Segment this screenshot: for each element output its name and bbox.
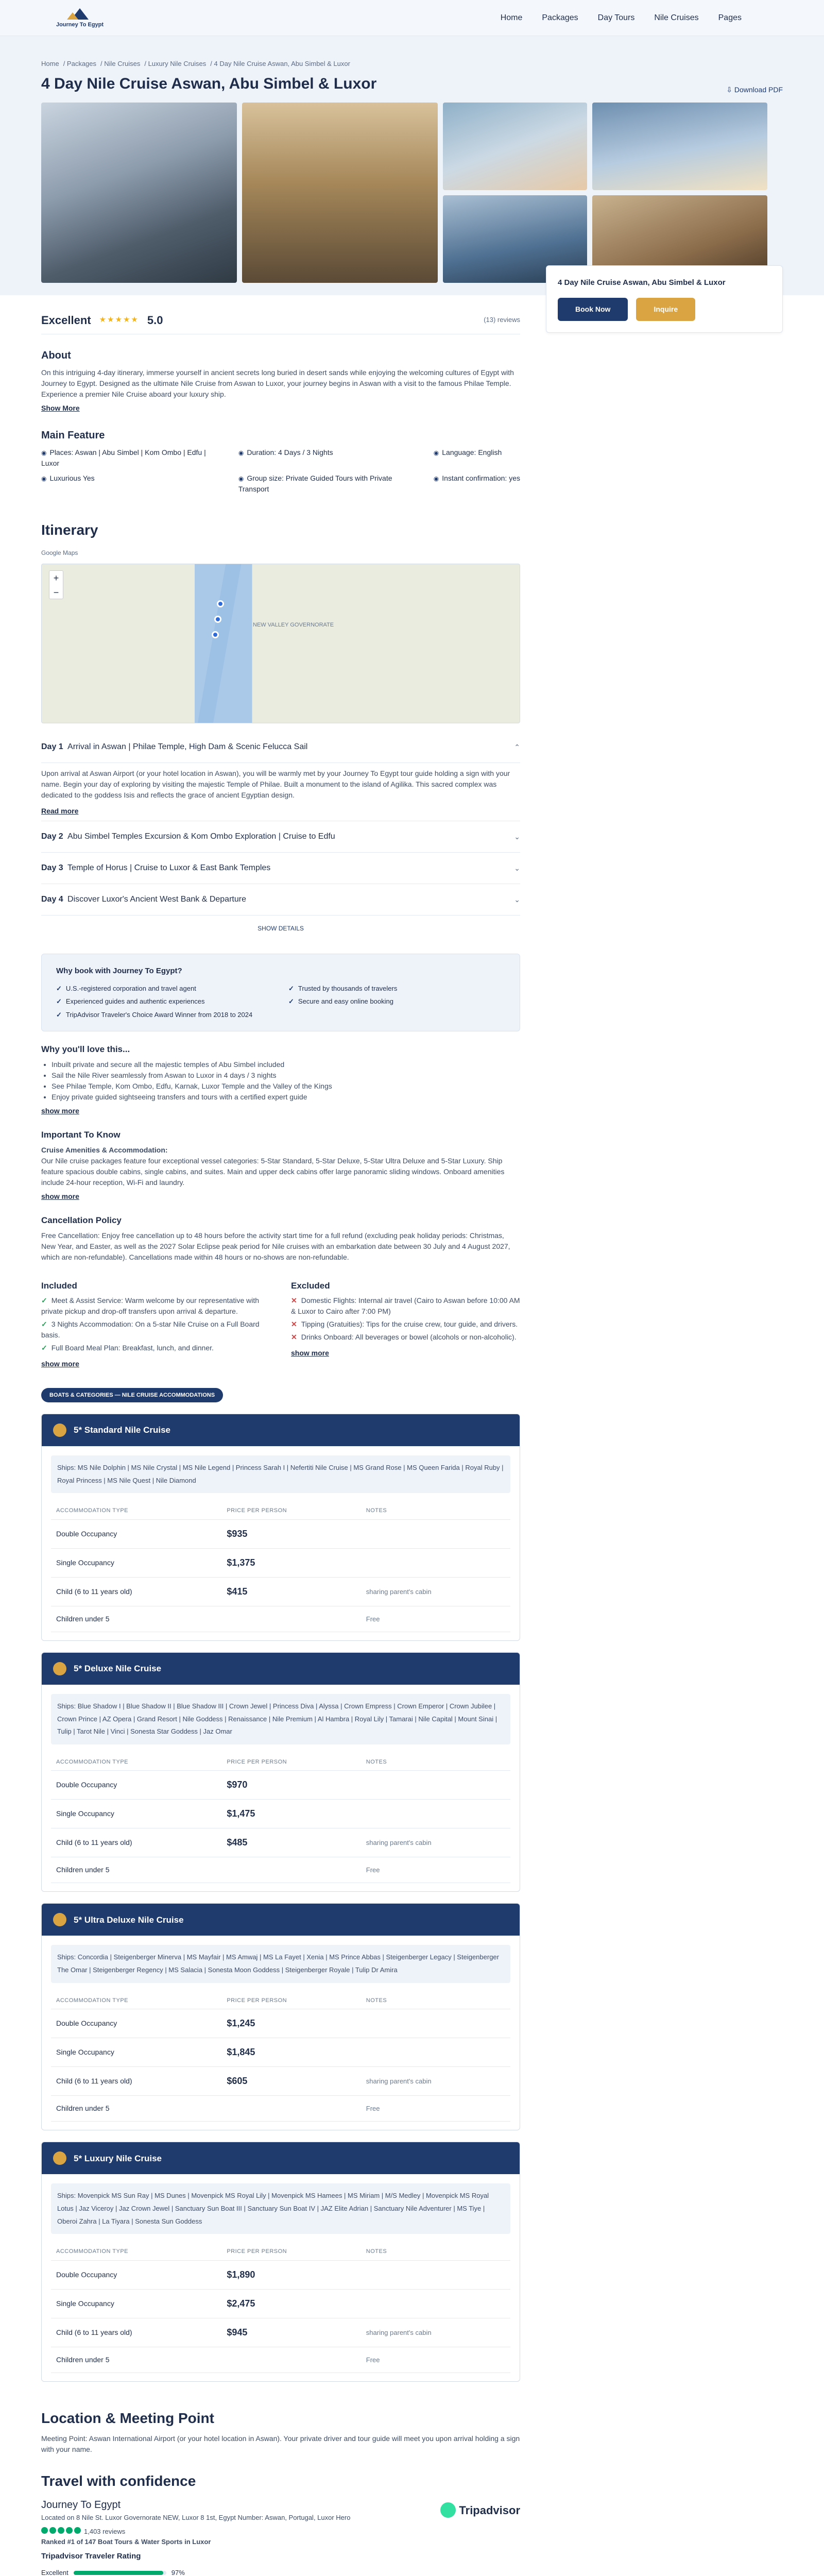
itinerary-map[interactable] (41, 564, 520, 723)
day-4-title: Discover Luxor's Ancient West Bank & Departure (67, 895, 246, 904)
price: $1,245 (221, 2009, 360, 2038)
location-heading: Location & Meeting Point (41, 2410, 214, 2426)
love-list (41, 1059, 520, 1103)
cruise-category (41, 1414, 520, 1641)
rating-label: Excellent (41, 313, 91, 327)
logo-text: Journey To Egypt (56, 21, 104, 28)
note (361, 2038, 510, 2067)
rating-bar (74, 2571, 166, 2575)
cancel-heading: Cancellation Policy (41, 1215, 122, 1225)
accommodation-type: Children under 5 (51, 2347, 221, 2372)
price-table (51, 1754, 510, 1884)
why-item: ✓ Trusted by thousands of travelers (288, 984, 505, 994)
note: sharing parent's cabin (361, 1828, 510, 1857)
features-heading: Main Feature (41, 430, 105, 441)
note: Free (361, 1857, 510, 1883)
map-zoom-control[interactable]: + − (49, 570, 63, 599)
accommodation-type: Single Occupancy (51, 1800, 221, 1828)
accommodation-type: Double Occupancy (51, 1771, 221, 1800)
map-region-label: NEW VALLEY GOVERNORATE (253, 622, 334, 628)
rating-bar-label: Excellent (41, 2568, 68, 2576)
site-logo[interactable] (41, 7, 118, 29)
day-1-read-more[interactable]: Read more (41, 807, 79, 815)
map-pin-luxor-icon[interactable] (217, 600, 224, 607)
note (361, 1800, 510, 1828)
why-book-box (41, 954, 520, 1031)
accommodation-type: Child (6 to 11 years old) (51, 1577, 221, 1606)
price (221, 1606, 360, 1632)
included-item: ✓ 3 Nights Accommodation: On a 5-star Nile Cruise on a Full Board basis. (41, 1319, 270, 1341)
why-item: ✓ Secure and easy online booking (288, 996, 505, 1007)
feature-duration: ◉ Duration: 4 Days / 3 Nights (238, 447, 418, 469)
company-address: Located on 8 Nile St. Luxor Governorate NEW, Luxor 8 1st, Egypt Number: Aswan, Portugal, Luxor Hero (41, 2513, 351, 2521)
itinerary-day-2[interactable] (41, 821, 520, 853)
rating-row (41, 307, 520, 334)
important-show-more[interactable]: show more (41, 1192, 79, 1200)
accommodation-type: Child (6 to 11 years old) (51, 2318, 221, 2347)
price: $945 (221, 2318, 360, 2347)
chevron-down-icon[interactable]: ⌄ (514, 895, 520, 904)
price-table (51, 1502, 510, 1632)
gallery-photo-2[interactable] (242, 103, 438, 283)
map-pin-aswan-icon[interactable] (212, 631, 219, 638)
booking-card (546, 265, 783, 333)
itinerary-day-1[interactable] (41, 732, 520, 763)
included-heading: Included (41, 1280, 77, 1291)
photo-gallery (41, 103, 783, 283)
cruise-categories (41, 1414, 520, 2382)
table-header: ACCOMMODATION TYPE (51, 1754, 221, 1771)
chevron-up-icon[interactable]: ⌃ (514, 742, 520, 751)
table-row (51, 1606, 510, 1632)
table-row (51, 2318, 510, 2347)
gallery-photo-1[interactable] (41, 103, 237, 283)
main-column (41, 295, 520, 495)
table-row (51, 2347, 510, 2372)
love-item: • Sail the Nile River seamlessly from Aswan to Luxor in 4 days / 3 nights (52, 1070, 520, 1081)
about-text: On this intriguing 4-day itinerary, immerse yourself in ancient secrets long buried in desert sands while enjoying the welcoming cultures of Egypt with Journey to Egypt. Designed as the ultimate Nile Cruise from Aswan to Luxor, your journey begins in Aswan with a visit to the famous Philae Temple. Experience a premier Nile Cruise aboard your luxury ship. (41, 368, 514, 398)
note: sharing parent's cabin (361, 2067, 510, 2096)
table-row (51, 1800, 510, 1828)
main-nav (501, 12, 742, 24)
feature-luxurious: ◉ Luxurious Yes (41, 473, 223, 495)
nav-packages[interactable]: Packages (542, 13, 578, 22)
breadcrumb-luxury[interactable]: Luxury Nile Cruises (148, 60, 207, 67)
category-name: 5* Standard Nile Cruise (74, 1425, 171, 1435)
table-row (51, 1577, 510, 1606)
download-label: Download PDF (734, 85, 783, 94)
table-header: NOTES (361, 1992, 510, 2009)
table-row (51, 2289, 510, 2318)
table-header: NOTES (361, 1502, 510, 1519)
excluded-heading: Excluded (291, 1280, 330, 1291)
accommodation-type: Child (6 to 11 years old) (51, 2067, 221, 2096)
price: $1,890 (221, 2260, 360, 2289)
nav-pages[interactable]: Pages (718, 13, 742, 22)
accommodation-type: Children under 5 (51, 2096, 221, 2122)
accommodation-type: Children under 5 (51, 1857, 221, 1883)
table-row (51, 1771, 510, 1800)
price: $935 (221, 1519, 360, 1548)
table-row (51, 2096, 510, 2122)
rating-bar-row (41, 2568, 520, 2576)
breadcrumb-home[interactable]: Home (41, 60, 59, 67)
table-header: PRICE PER PERSON (221, 2243, 360, 2260)
feature-group-size: ◉ Group size: Private Guided Tours with Private Transport (238, 473, 418, 495)
table-header: ACCOMMODATION TYPE (51, 1992, 221, 2009)
category-header (42, 2142, 520, 2174)
table-header: NOTES (361, 2243, 510, 2260)
gallery-photo-4[interactable] (592, 103, 767, 190)
rating-stars-icon: ★★★★★ (99, 315, 139, 324)
feature-language: ◉ Language: English (434, 447, 520, 469)
accommodation-type: Single Occupancy (51, 1548, 221, 1577)
include-exclude (41, 1268, 520, 1370)
accommodation-type: Single Occupancy (51, 2289, 221, 2318)
category-ships: Ships: Movenpick MS Sun Ray | MS Dunes | Movenpick MS Royal Lily | Movenpick MS Hamees | MS Miriam | M/S Medley | Movenpick MS Royal Lotus | Jaz Viceroy | Jaz Crown Jewel | Sanctuary Sun Boat III | Sanctuary Sun Boat IV | JAZ Elite Adrian | Sanctuary Nile Adventurer | MS Tiye | Oberoi Zahra | La Tiyara | Sonesta Sun Goddess (51, 2183, 510, 2234)
day-1-label: Day 1 (41, 742, 63, 751)
excluded-item: ✕ Domestic Flights: Internal air travel (Cairo to Aswan before 10:00 AM & Luxor to Cairo after 7:00 PM) (291, 1295, 520, 1317)
note (361, 1771, 510, 1800)
price-table (51, 1992, 510, 2122)
nav-home[interactable]: Home (500, 13, 523, 22)
table-row (51, 2009, 510, 2038)
tripadvisor-logo[interactable] (440, 2501, 520, 2519)
map-pin-edfu-icon[interactable] (214, 616, 221, 623)
booking-column (546, 278, 783, 495)
excluded-item: ✕ Tipping (Gratuities): Tips for the cruise crew, tour guide, and drivers. (291, 1319, 520, 1330)
note: Free (361, 2096, 510, 2122)
table-header: PRICE PER PERSON (221, 1754, 360, 1771)
note: Free (361, 1606, 510, 1632)
chevron-down-icon[interactable]: ⌄ (514, 832, 520, 841)
show-details-link[interactable]: SHOW DETAILS (258, 925, 304, 932)
category-ships: Ships: MS Nile Dolphin | MS Nile Crystal | MS Nile Legend | Princess Sarah I | Nefertiti Nile Cruise | MS Grand Rose | MS Queen Farida | Royal Ruby | Royal Princess | MS Nile Quest | Nile Diamond (51, 1455, 510, 1493)
table-row (51, 2038, 510, 2067)
ship-icon (53, 1423, 66, 1437)
ta-rating-bars (41, 2568, 520, 2576)
categories-pill: BOATS & CATEGORIES — NILE CRUISE ACCOMMODATIONS (41, 1388, 223, 1403)
love-item: • See Philae Temple, Kom Ombo, Edfu, Karnak, Luxor Temple and the Valley of the Kings (52, 1081, 520, 1092)
itinerary-heading: Itinerary (41, 522, 98, 538)
price: $1,845 (221, 2038, 360, 2067)
table-row (51, 2260, 510, 2289)
travel-confidence (41, 2470, 520, 2576)
table-header: PRICE PER PERSON (221, 1502, 360, 1519)
accommodation-type: Double Occupancy (51, 1519, 221, 1548)
included-item: ✓ Meet & Assist Service: Warm welcome by our representative with private pickup and drop-off transfers upon arrival & departure. (41, 1295, 270, 1317)
table-row (51, 1548, 510, 1577)
table-header: ACCOMMODATION TYPE (51, 1502, 221, 1519)
rating-bubbles-icon (41, 2527, 81, 2534)
table-header: PRICE PER PERSON (221, 1992, 360, 2009)
table-header: ACCOMMODATION TYPE (51, 2243, 221, 2260)
important-heading: Important To Know (41, 1130, 121, 1140)
note: sharing parent's cabin (361, 1577, 510, 1606)
download-pdf-link[interactable]: ⇩ Download PDF (726, 85, 783, 94)
note (361, 1548, 510, 1577)
important-text: Our Nile cruise packages feature four exceptional vessel categories: 5-Star Standard, 5-Star Deluxe, 5-Star Ultra Deluxe and 5-Star Luxury. Ship feature spacious double cabins, single cabins, and suites. Main and upper deck cabins offer large panoramic sliding windows. Onboard amenities include 24-hour reception, Wi-Fi and laundry. (41, 1156, 505, 1187)
category-ships: Ships: Concordia | Steigenberger Minerva | MS Mayfair | MS Amwaj | MS La Fayet | Xenia | MS Prince Abbas | Steigenberger Legacy | Steigenberger The Omar | Steigenberger Regency | MS Salacia | Sonesta Moon Goddess | Steigenberger Royale | Tulip Dr Amira (51, 1945, 510, 1982)
price (221, 1857, 360, 1883)
excluded-item: ✕ Drinks Onboard: All beverages or bowel (alcohols or non-alcoholic). (291, 1332, 520, 1343)
included-show-more[interactable]: show more (41, 1360, 79, 1368)
price: $2,475 (221, 2289, 360, 2318)
ta-ranked: Ranked #1 of 147 Boat Tours & Water Sports in Luxor (41, 2537, 211, 2546)
note (361, 1519, 510, 1548)
features-list (41, 447, 520, 495)
love-item: • Enjoy private guided sightseeing transfers and tours with a certified expert guide (52, 1092, 520, 1103)
company-name: Journey To Egypt (41, 2499, 121, 2511)
page-title-row (41, 72, 783, 95)
chevron-down-icon[interactable]: ⌄ (514, 863, 520, 872)
tripadvisor-label: Tripadvisor (459, 2503, 520, 2517)
day-1-title: Arrival in Aswan | Philae Temple, High Dam & Scenic Felucca Sail (67, 742, 308, 751)
inquire-button[interactable]: Inquire (636, 298, 695, 321)
gallery-photo-3[interactable] (443, 103, 587, 190)
price: $605 (221, 2067, 360, 2096)
day-1-text: Upon arrival at Aswan Airport (or your hotel location in Aswan), you will be warmly met by your Journey To Egypt tour guide holding a sign with your name. Begin your day of exploring by visiting the majestic Temple of Philae. Built a monument to the island of Agilika. This sacred complex was dedicated to the goddess Isis and reflects the grace of ancient Egyptian design. (41, 769, 510, 799)
breadcrumb-current: 4 Day Nile Cruise Aswan, Abu Simbel & Luxor (214, 60, 350, 67)
itinerary-day-4[interactable] (41, 884, 520, 916)
category-ships: Ships: Blue Shadow I | Blue Shadow II | Blue Shadow III | Crown Jewel | Princess Diva | Alyssa | Crown Empress | Crown Emperor | Crown Jubilee | Crown Prince | AZ Opera | Grand Resort | Nile Goddess | Renaissance | Nile Premium | Al Hambra | Royal Lily | Tamarai | Nile Capital | Mount Sinai | Tulip | Tarot Nile | Vinci | Sonesta Star Goddess | Jaz Omar (51, 1694, 510, 1744)
cruise-category (41, 2142, 520, 2382)
feature-confirmation: ◉ Instant confirmation: yes (434, 473, 520, 495)
accommodation-type: Double Occupancy (51, 2009, 221, 2038)
accommodation-type: Children under 5 (51, 1606, 221, 1632)
breadcrumb: Home / Packages / Nile Cruises / Luxury Nile Cruises / 4 Day Nile Cruise Aswan, Abu Simbel & Luxor (41, 60, 350, 67)
price (221, 2096, 360, 2122)
table-row (51, 2067, 510, 2096)
table-row (51, 1857, 510, 1883)
book-now-button[interactable]: Book Now (558, 298, 628, 321)
day-2-label: Day 2 (41, 832, 63, 841)
ship-icon (53, 2151, 66, 2165)
review-count[interactable]: (13) reviews (484, 316, 520, 324)
day-3-label: Day 3 (41, 863, 63, 872)
price (221, 2347, 360, 2372)
why-item: ✓ U.S.-registered corporation and travel agent (56, 984, 273, 994)
nav-day-tours[interactable]: Day Tours (597, 13, 635, 22)
about-heading: About (41, 349, 71, 361)
cancel-text: Free Cancellation: Enjoy free cancellation up to 48 hours before the activity start time for a full refund (excluding peak holiday periods: Christmas, New Year, and Easter, as well as the 2027 Solar Eclipse peak period for Nile cruises with an embarkation date between 30 July and 4 August 2027, which are non-refundable). Cancellations made within 48 hours or no-shows are non-refundable. (41, 1231, 510, 1261)
map-label: Google Maps (41, 549, 78, 556)
included-item: ✓ Full Board Meal Plan: Breakfast, lunch, and dinner. (41, 1343, 270, 1353)
accommodation-type: Child (6 to 11 years old) (51, 1828, 221, 1857)
important-sub: Cruise Amenities & Accommodation: (41, 1145, 168, 1154)
booking-title: 4 Day Nile Cruise Aswan, Abu Simbel & Luxor (558, 278, 726, 287)
category-name: 5* Deluxe Nile Cruise (74, 1664, 162, 1674)
price: $1,475 (221, 1800, 360, 1828)
table-header: NOTES (361, 1754, 510, 1771)
category-header (42, 1904, 520, 1936)
travel-heading: Travel with confidence (41, 2472, 196, 2489)
day-2-title: Abu Simbel Temples Excursion & Kom Ombo Exploration | Cruise to Edfu (67, 832, 335, 841)
love-heading: Why you'll love this... (41, 1044, 130, 1054)
feature-places: ◉ Places: Aswan | Abu Simbel | Kom Ombo | Edfu | Luxor (41, 447, 223, 469)
why-item: ✓ TripAdvisor Traveler's Choice Award Winner from 2018 to 2024 (56, 1010, 273, 1020)
note (361, 2009, 510, 2038)
ta-rating-title: Tripadvisor Traveler Rating (41, 2552, 141, 2561)
note: Free (361, 2347, 510, 2372)
price: $485 (221, 1828, 360, 1857)
accommodation-type: Single Occupancy (51, 2038, 221, 2067)
site-header (0, 0, 824, 36)
table-row (51, 1519, 510, 1548)
category-header (42, 1414, 520, 1446)
why-item: ✓ Experienced guides and authentic experiences (56, 996, 273, 1007)
note: sharing parent's cabin (361, 2318, 510, 2347)
included-block (41, 1268, 270, 1370)
price-table (51, 2243, 510, 2373)
price: $1,375 (221, 1548, 360, 1577)
accommodation-type: Double Occupancy (51, 2260, 221, 2289)
location-text: Meeting Point: Aswan International Airport (or your hotel location in Aswan). Your private driver and tour guide will meet you upon arrival holding a sign with your name. (41, 2434, 520, 2453)
ship-icon (53, 1913, 66, 1926)
page-title: 4 Day Nile Cruise Aswan, Abu Simbel & Luxor (41, 75, 377, 92)
ta-review-count[interactable]: 1,403 reviews (84, 2528, 126, 2536)
note (361, 2289, 510, 2318)
table-row (51, 1828, 510, 1857)
itinerary-day-3[interactable] (41, 853, 520, 884)
cruise-category (41, 1903, 520, 2130)
excluded-show-more[interactable]: show more (291, 1349, 329, 1357)
category-name: 5* Ultra Deluxe Nile Cruise (74, 1914, 184, 1925)
rating-bar-fill (74, 2571, 164, 2575)
hero (0, 36, 824, 295)
category-header (42, 1653, 520, 1685)
price: $415 (221, 1577, 360, 1606)
nile-river (198, 564, 242, 723)
about-show-more[interactable]: Show More (41, 403, 80, 412)
itinerary-section (41, 519, 520, 2576)
cruise-category (41, 1652, 520, 1892)
owl-icon (440, 2502, 456, 2518)
breadcrumb-packages[interactable]: Packages (66, 60, 97, 67)
pyramid-logo-icon (66, 7, 94, 21)
day-4-label: Day 4 (41, 895, 63, 904)
note (361, 2260, 510, 2289)
nav-nile-cruises[interactable]: Nile Cruises (654, 13, 699, 22)
rating-score: 5.0 (147, 313, 163, 327)
ship-icon (53, 1662, 66, 1675)
love-item: • Inbuilt private and secure all the majestic temples of Abu Simbel included (52, 1059, 520, 1070)
category-name: 5* Luxury Nile Cruise (74, 2153, 162, 2163)
why-heading: Why book with Journey To Egypt? (56, 967, 182, 975)
excluded-block (291, 1268, 520, 1370)
love-show-more[interactable]: show more (41, 1106, 79, 1115)
rating-bar-percent: 97% (171, 2568, 185, 2576)
day-1-body (41, 763, 520, 821)
price: $970 (221, 1771, 360, 1800)
breadcrumb-nile-cruises[interactable]: Nile Cruises (104, 60, 141, 67)
day-3-title: Temple of Horus | Cruise to Luxor & East Bank Temples (67, 863, 271, 872)
